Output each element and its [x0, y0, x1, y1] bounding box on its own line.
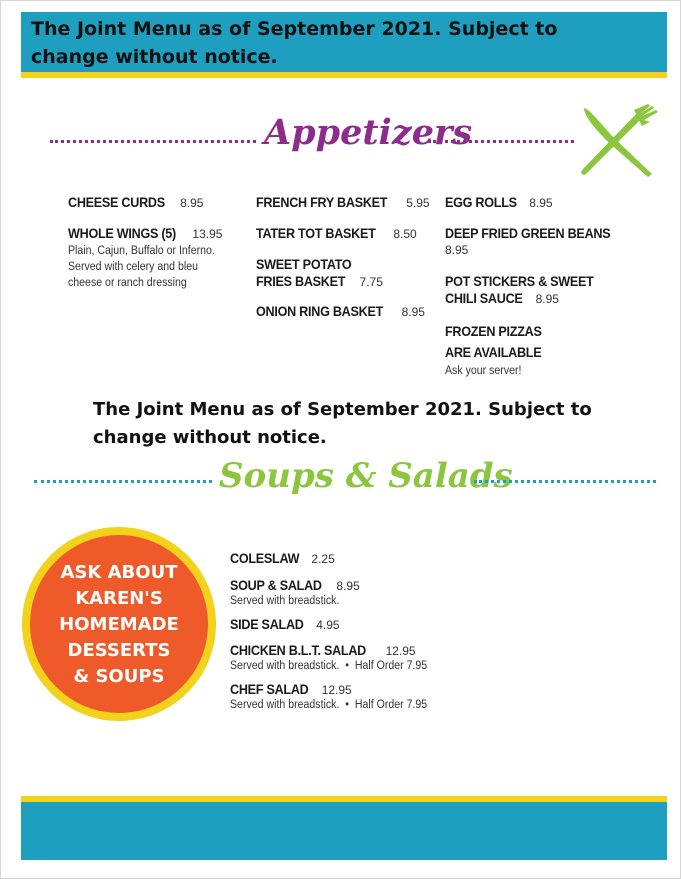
menu-item: [256, 303, 436, 321]
item-price: 2.25: [311, 552, 335, 566]
item-price: 8.95: [535, 292, 559, 306]
menu-item: [445, 194, 645, 212]
item-price: 12.95: [385, 644, 416, 658]
item-price: 8.95: [529, 196, 553, 210]
item-name: TATER TOT BASKET: [256, 225, 376, 241]
item-name: DEEP FRIED GREEN BEANS: [445, 225, 611, 241]
fork-knife-icon: [578, 102, 660, 178]
item-price: 8.95: [401, 305, 425, 319]
item-name: CHEF SALAD: [230, 681, 309, 697]
menu-item: [230, 550, 530, 568]
appetizers-column-1: [68, 194, 248, 291]
item-name: SOUP & SALAD: [230, 577, 322, 593]
menu-item: [230, 577, 530, 607]
menu-notice: The Joint Menu as of September 2021. Subject to change without notice.: [93, 399, 592, 448]
soups-dots-right: [474, 480, 656, 483]
appetizers-dots-right: [428, 140, 574, 143]
item-price: 8.50: [393, 227, 417, 241]
menu-item: [68, 194, 248, 212]
item-name: WHOLE WINGS (5): [68, 225, 176, 241]
soups-salads-title: Soups & Salads: [219, 456, 513, 496]
badge-line: ASK ABOUT: [60, 562, 178, 583]
item-description: cheese or ranch dressing: [68, 277, 187, 289]
footer-band: [21, 802, 667, 860]
appetizers-column-3: [445, 194, 645, 379]
header-notice: The Joint Menu as of September 2021. Subject to change without notice.: [31, 18, 558, 68]
badge-line: HOMEMADE: [59, 614, 179, 635]
header-stripe: [21, 72, 667, 78]
badge-line: DESSERTS: [67, 640, 171, 661]
item-name: CHICKEN B.L.T. SALAD: [230, 642, 367, 658]
item-description: Served with celery and bleu: [68, 261, 198, 273]
item-price: 8.95: [180, 196, 204, 210]
item-name: CHILI SAUCE: [445, 290, 523, 306]
item-description: Served with breadstick. • Half Order 7.95: [230, 660, 428, 672]
menu-item: [256, 194, 436, 212]
item-name: CHEESE CURDS: [68, 194, 165, 210]
menu-item: [256, 256, 436, 291]
item-price: 8.95: [445, 243, 469, 257]
menu-item: [445, 273, 645, 308]
appetizers-title: Appetizers: [264, 112, 473, 153]
item-name: FRENCH FRY BASKET: [256, 194, 388, 210]
badge-line: & SOUPS: [73, 666, 165, 687]
soups-salads-list: [230, 550, 530, 711]
item-price: 4.95: [316, 618, 340, 632]
menu-item: [230, 681, 530, 711]
item-name: COLESLAW: [230, 550, 300, 566]
item-price: 5.95: [406, 196, 430, 210]
item-name: FRIES BASKET: [256, 273, 346, 289]
menu-item: [256, 225, 436, 243]
item-description: Served with breadstick.: [230, 595, 340, 607]
menu-item: [445, 225, 645, 259]
menu-item: [445, 321, 645, 379]
badge-line: KAREN'S: [75, 588, 163, 609]
item-price: 12.95: [321, 683, 352, 697]
item-name: EGG ROLLS: [445, 194, 517, 210]
menu-item: [68, 225, 248, 291]
item-name: ARE AVAILABLE: [445, 344, 542, 360]
item-name: FROZEN PIZZAS: [445, 323, 542, 339]
menu-item: [230, 616, 530, 634]
item-description: Plain, Cajun, Buffalo or Inferno.: [68, 245, 215, 257]
item-name: SWEET POTATO: [256, 256, 352, 272]
item-name: POT STICKERS & SWEET: [445, 273, 594, 289]
item-name: SIDE SALAD: [230, 616, 304, 632]
soups-dots-left: [34, 480, 212, 483]
item-description: Served with breadstick. • Half Order 7.95: [230, 699, 428, 711]
item-price: 8.95: [336, 579, 360, 593]
item-description: Ask your server!: [445, 365, 522, 377]
menu-item: [230, 642, 530, 672]
badge-text: [30, 560, 208, 690]
item-price: 7.75: [359, 275, 383, 289]
item-name: ONION RING BASKET: [256, 303, 384, 319]
appetizers-dots-left: [50, 140, 256, 143]
item-price: 13.95: [192, 227, 223, 241]
appetizers-column-2: [256, 194, 436, 321]
